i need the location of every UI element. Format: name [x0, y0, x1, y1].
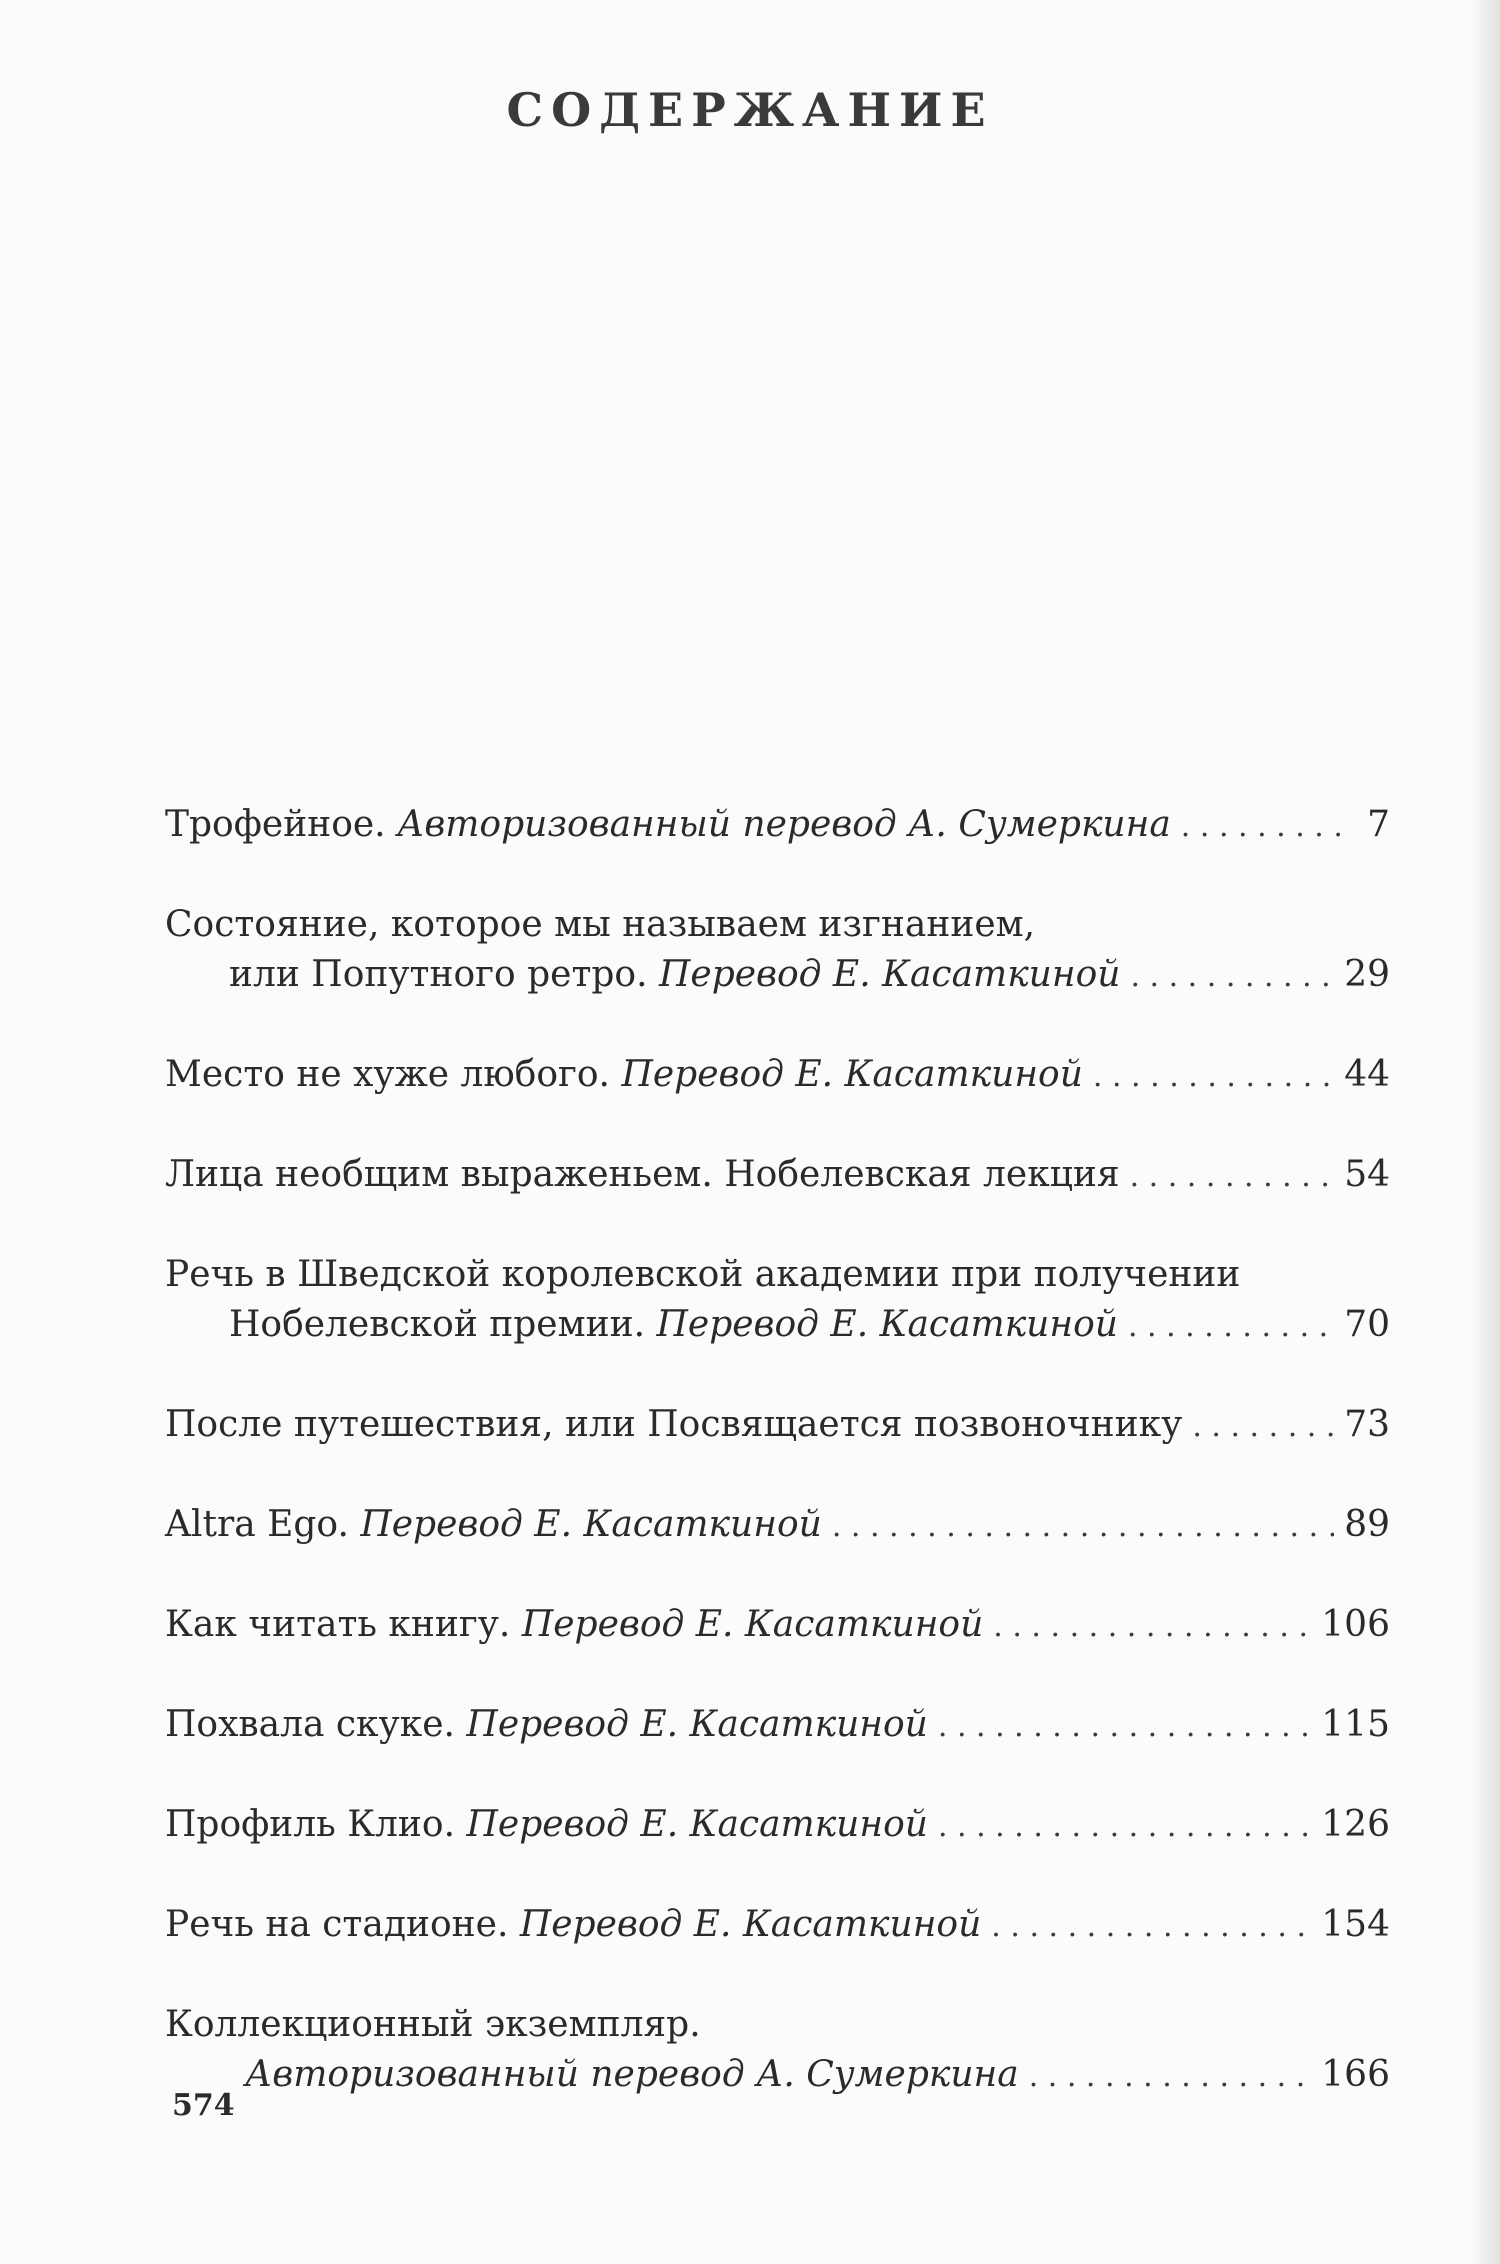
dot-leader [938, 1702, 1311, 1752]
dot-leader [1130, 952, 1334, 1002]
entry-title: Лица необщим выраженьем. Нобелевская лекция [165, 1154, 1120, 1195]
dot-leader [832, 1502, 1334, 1552]
page-number: 54 [1344, 1154, 1390, 1195]
page-folio: 574 [172, 2088, 235, 2123]
entry-translator: Авторизованный перевод А. Сумеркина [245, 2054, 1019, 2095]
entry-translator: Перевод Е. Касаткиной [659, 954, 1121, 995]
entry-title: Похвала скуке. [165, 1704, 455, 1745]
entry-title: Профиль Клио. [165, 1804, 456, 1845]
table-of-contents [165, 800, 1390, 2102]
entry-translator: Перевод Е. Касаткиной [360, 1504, 822, 1545]
toc-entry[interactable] [165, 1300, 1390, 1352]
page-title: СОДЕРЖАНИЕ [506, 82, 994, 137]
entry-translator: Перевод Е. Касаткиной [621, 1054, 1083, 1095]
page-number: 44 [1344, 1054, 1390, 1095]
entry-translator: Авторизованный перевод А. Сумеркина [397, 804, 1171, 845]
dot-leader [1192, 1402, 1334, 1452]
toc-entry[interactable] [165, 1050, 1390, 1102]
toc-entry[interactable] [165, 950, 1390, 1002]
entry-title-line: Состояние, которое мы называем изгнанием, [165, 904, 1036, 945]
entry-title: Речь на стадионе. [165, 1904, 509, 1945]
page-number: 126 [1321, 1804, 1390, 1845]
entry-translator: Перевод Е. Касаткиной [519, 1904, 982, 1945]
entry-title-line: Речь в Шведской королевской академии при получении [165, 1254, 1241, 1295]
dot-leader [1128, 1302, 1334, 1352]
toc-entry[interactable] [165, 1150, 1390, 1202]
dot-leader [993, 1602, 1311, 1652]
entry-title: Нобелевской премии. [229, 1304, 646, 1345]
entry-title: Трофейное. [165, 804, 386, 845]
entry-translator: Перевод Е. Касаткиной [521, 1604, 984, 1645]
page-number: 29 [1344, 954, 1390, 995]
entry-title: Место не хуже любого. [165, 1054, 610, 1095]
page-number: 70 [1344, 1304, 1390, 1345]
page-number: 154 [1321, 1904, 1390, 1945]
page-number: 89 [1344, 1504, 1390, 1545]
toc-entry[interactable] [165, 1800, 1390, 1852]
toc-entry[interactable] [165, 1900, 1390, 1952]
entry-title-line: Коллекционный экземпляр. [165, 2004, 701, 2045]
page-number: 106 [1321, 1604, 1390, 1645]
toc-entry[interactable] [165, 800, 1390, 852]
entry-title: Как читать книгу. [165, 1604, 511, 1645]
toc-entry[interactable] [165, 2050, 1390, 2102]
page-edge-shadow [1470, 0, 1500, 2264]
page-number: 7 [1367, 804, 1390, 845]
entry-title: После путешествия, или Посвящается позвоночнику [165, 1404, 1183, 1445]
toc-entry[interactable] [165, 1500, 1390, 1552]
dot-leader [1093, 1052, 1334, 1102]
dot-leader [1029, 2052, 1312, 2102]
page-number: 166 [1321, 2054, 1390, 2095]
toc-entry[interactable] [165, 1600, 1390, 1652]
entry-translator: Перевод Е. Касаткиной [656, 1304, 1118, 1345]
dot-leader [1181, 802, 1340, 852]
entry-translator: Перевод Е. Касаткиной [466, 1804, 928, 1845]
toc-entry[interactable] [165, 1700, 1390, 1752]
dot-leader [1130, 1152, 1335, 1202]
toc-entry[interactable] [165, 1400, 1390, 1452]
dot-leader [991, 1902, 1311, 1952]
entry-translator: Перевод Е. Касаткиной [466, 1704, 928, 1745]
page-number: 115 [1321, 1704, 1390, 1745]
dot-leader [938, 1802, 1311, 1852]
entry-title: или Попутного ретро. [229, 954, 648, 995]
entry-title: Altra Ego. [165, 1504, 349, 1545]
page-number: 73 [1344, 1404, 1390, 1445]
